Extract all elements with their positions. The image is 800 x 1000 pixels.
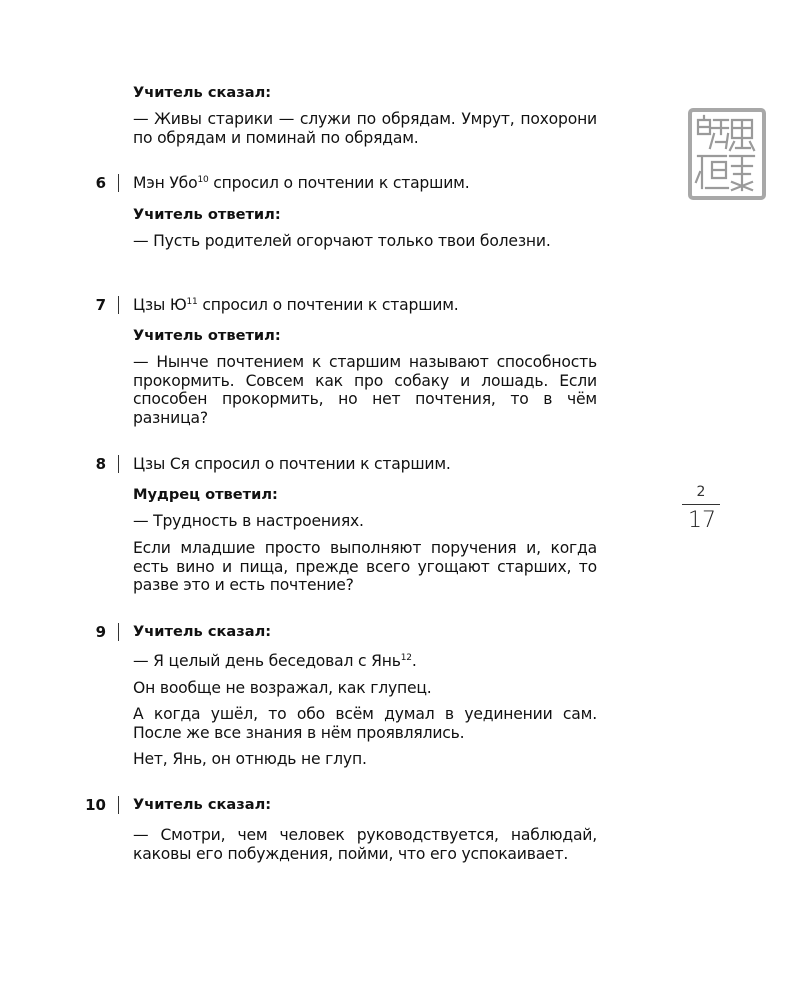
section-divider [118, 455, 119, 473]
paragraph: Если младшие просто выполняют поручения и, когда есть вино и пища, прежде всего угощают старших, то разве это и есть почтение? [133, 539, 597, 594]
speaker-label: Учитель сказал: [133, 796, 272, 813]
speaker-label: Учитель ответил: [133, 327, 281, 344]
section-divider [118, 623, 119, 641]
chapter-number: 2 [696, 484, 706, 500]
question-line: Цзы Ся спросил о почтении к старшим. [133, 455, 451, 473]
question-line: Мэн Убо$^{10}$ спросил о почтении к старшим. [133, 174, 470, 192]
section-number: 9 [95, 623, 106, 641]
paragraph: А когда ушёл, то обо всём думал в уединении сам. После же все знания в нём проявлялись. [133, 705, 597, 742]
section-number: 10 [85, 796, 106, 814]
footnote-ref[interactable]: 12 [400, 653, 412, 663]
paragraph: — Нынче почтением к старшим называют способность прокормить. Совсем как про собаку и лошадь. Если способен прокормить, но нет почтения, то в чём разница? [133, 353, 597, 427]
chapter-divider [682, 504, 720, 505]
section-divider [118, 796, 119, 814]
paragraph: — Я целый день беседовал с Янь$^{12}$. [133, 652, 417, 670]
speaker-label: Учитель сказал: [133, 84, 272, 101]
section-divider [118, 296, 119, 314]
speaker-label: Мудрец ответил: [133, 486, 278, 503]
paragraph: — Живы старики — служи по обрядам. Умрут, похорони по обрядам и поминай по обрядам. [133, 110, 597, 147]
speaker-label: Учитель ответил: [133, 206, 281, 223]
footnote-ref[interactable]: 10 [197, 175, 209, 185]
footnote-ref[interactable]: 11 [186, 297, 198, 307]
paragraph: — Смотри, чем человек руководствуется, наблюдай, каковы его побуждения, пойми, что его успокаивает. [133, 826, 597, 863]
paragraph: Нет, Янь, он отнюдь не глуп. [133, 750, 367, 768]
section-number: 8 [95, 455, 106, 473]
section-divider [118, 174, 119, 192]
paragraph: Он вообще не возражал, как глупец. [133, 679, 432, 697]
question-line: Цзы $Ю^{11}$ спросил о почтении к старшим. [133, 296, 459, 314]
page-number: 17 [688, 508, 716, 533]
paragraph: — Пусть родителей огорчают только твои болезни. [133, 232, 551, 250]
chinese-seal-icon [688, 108, 766, 200]
speaker-label: Учитель сказал: [133, 623, 272, 640]
seal-glyphs [692, 112, 762, 196]
section-number: 7 [95, 296, 106, 314]
section-number: 6 [95, 174, 106, 192]
paragraph: — Трудность в настроениях. [133, 512, 364, 530]
